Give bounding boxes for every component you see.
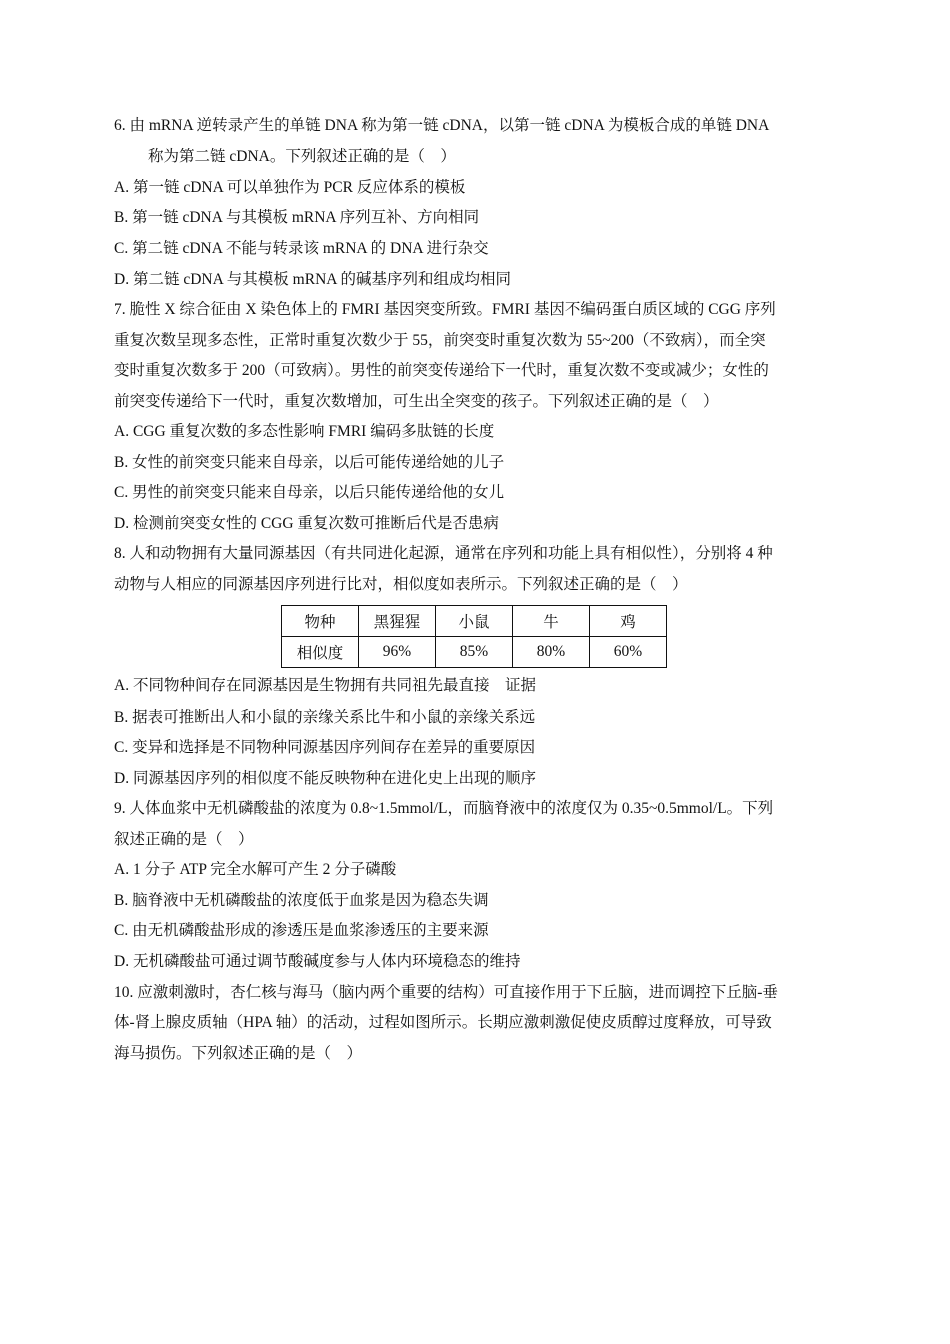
- table-row: [282, 637, 667, 668]
- q8-stem-line-1: 8. 人和动物拥有大量同源基因（有共同进化起源，通常在序列和功能上具有相似性），分别将 4 种: [114, 545, 773, 562]
- q8-option-c: C. 变异和选择是不同物种同源基因序列间存在差异的重要原因: [114, 739, 536, 756]
- q10-stem-line-1: 10. 应激刺激时，杏仁核与海马（脑内两个重要的结构）可直接作用于下丘脑，进而调控下丘脑-垂: [114, 984, 778, 1001]
- q6-option-b: B. 第一链 cDNA 与其模板 mRNA 序列互补、方向相同: [114, 209, 480, 226]
- q7-stem-line-4: 前突变传递给下一代时，重复次数增加，可生出全突变的孩子。下列叙述正确的是（ ）: [114, 393, 719, 410]
- table-cell: 黑猩猩: [359, 606, 436, 637]
- table-cell: 60%: [590, 637, 667, 668]
- table-header-row: [282, 606, 667, 637]
- q10-stem-line-2: 体-肾上腺皮质轴（HPA 轴）的活动，过程如图所示。长期应激刺激促使皮质醇过度释放，可导致: [114, 1014, 772, 1031]
- q7-option-a: A. CGG 重复次数的多态性影响 FMRI 编码多肽链的长度: [114, 423, 495, 440]
- q8-stem-line-2: 动物与人相应的同源基因序列进行比对，相似度如表所示。下列叙述正确的是（ ）: [114, 576, 688, 593]
- q7-stem-line-2: 重复次数呈现多态性，正常时重复次数少于 55，前突变时重复次数为 55~200（不致病），而全突: [114, 332, 766, 349]
- q7-stem-line-1: 7. 脆性 X 综合征由 X 染色体上的 FMRI 基因突变所致。FMRI 基因不编码蛋白质区域的 CGG 序列: [114, 301, 776, 318]
- q6-option-d: D. 第二链 cDNA 与其模板 mRNA 的碱基序列和组成均相同: [114, 271, 511, 288]
- q9-option-c: C. 由无机磷酸盐形成的渗透压是血浆渗透压的主要来源: [114, 922, 489, 939]
- table-cell: 物种: [282, 606, 359, 637]
- table-cell: 相似度: [282, 637, 359, 668]
- table-cell: 96%: [359, 637, 436, 668]
- q7-stem-line-3: 变时重复次数多于 200（可致病）。男性的前突变传递给下一代时，重复次数不变或减少；女性的: [114, 362, 769, 379]
- q9-stem-line-2: 叙述正确的是（ ）: [114, 831, 254, 848]
- q7-option-c: C. 男性的前突变只能来自母亲，以后只能传递给他的女儿: [114, 484, 505, 501]
- table-cell: 85%: [436, 637, 513, 668]
- q6-option-c: C. 第二链 cDNA 不能与转录该 mRNA 的 DNA 进行杂交: [114, 240, 489, 257]
- similarity-table: [281, 605, 667, 668]
- q8-option-d: D. 同源基因序列的相似度不能反映物种在进化史上出现的顺序: [114, 770, 536, 787]
- table-cell: 小鼠: [436, 606, 513, 637]
- q7-option-d: D. 检测前突变女性的 CGG 重复次数可推断后代是否患病: [114, 515, 499, 532]
- q8-option-a: A. 不同物种间存在同源基因是生物拥有共同祖先最直接 证据: [114, 677, 536, 694]
- q9-option-d: D. 无机磷酸盐可通过调节酸碱度参与人体内环境稳态的维持: [114, 953, 521, 970]
- q6-stem-line-2: 称为第二链 cDNA。下列叙述正确的是（ ）: [148, 148, 456, 165]
- table-cell: 鸡: [590, 606, 667, 637]
- q9-option-b: B. 脑脊液中无机磷酸盐的浓度低于血浆是因为稳态失调: [114, 892, 489, 909]
- table-cell: 80%: [513, 637, 590, 668]
- q7-option-b: B. 女性的前突变只能来自母亲，以后可能传递给她的儿子: [114, 454, 505, 471]
- q10-stem-line-3: 海马损伤。下列叙述正确的是（ ）: [114, 1045, 363, 1062]
- q9-stem-line-1: 9. 人体血浆中无机磷酸盐的浓度为 0.8~1.5mmol/L，而脑脊液中的浓度仅为 0.35~0.5mmol/L。下列: [114, 800, 774, 817]
- q8-option-b: B. 据表可推断出人和小鼠的亲缘关系比牛和小鼠的亲缘关系远: [114, 709, 536, 726]
- q6-stem-line-1: 6. 由 mRNA 逆转录产生的单链 DNA 称为第一链 cDNA，以第一链 cDNA 为模板合成的单链 DNA: [114, 117, 770, 134]
- q6-option-a: A. 第一链 cDNA 可以单独作为 PCR 反应体系的模板: [114, 179, 466, 196]
- q9-option-a: A. 1 分子 ATP 完全水解可产生 2 分子磷酸: [114, 861, 397, 878]
- table-cell: 牛: [513, 606, 590, 637]
